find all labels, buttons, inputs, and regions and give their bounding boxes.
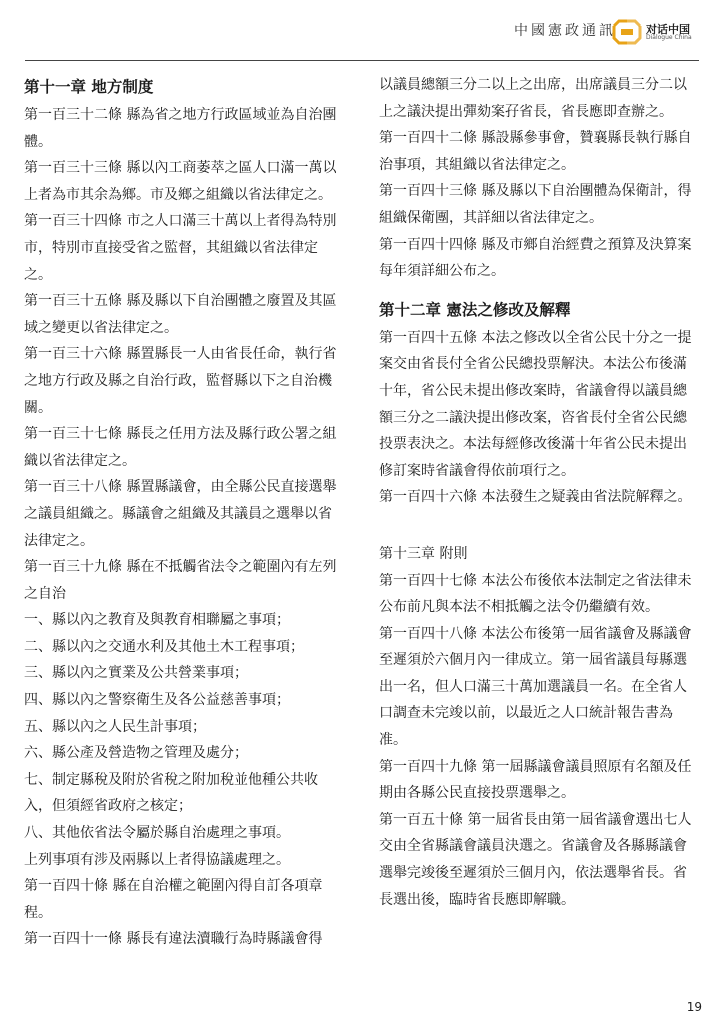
header-divider [25,60,699,61]
article-144: 第一百四十四條 縣及市鄉自治經費之預算及決算案每年須詳細公布之。 [379,236,692,280]
article-132: 第一百三十二條 縣為省之地方行政區域並為自治團體。 [24,107,337,150]
article-135: 第一百三十五條 縣及縣以下自治團體之廢置及其區域之變更以省法律定之。 [24,293,337,336]
article-139-item-8: 八、其他依省法令屬於縣自治處理之事項。 [24,825,290,842]
article-139-note: 上列事項有涉及兩縣以上者得協議處理之。 [24,851,290,868]
article-145: 第一百四十五條 本法之修改以全省公民十分之一提案交由省長付全省公民總投票解決。本法公布後滿十年，省公民未提出修改案時，省議會得以議員總額三分之二議決提出修改案，咨省長付全省公民總投票表決之。本法每經修改後滿十年省公民未提出修訂案時省議會得依前項行之。 [379,329,692,479]
chapter-11-title: 第十一章 地方制度 [24,78,154,96]
article-134: 第一百三十四條 市之人口滿三十萬以上者得為特別市，特別市直接受省之監督，其組織以省法律定之。 [24,213,337,283]
article-139-item-6: 六、縣公產及營造物之管理及處分； [24,745,248,762]
article-139-item-7: 七、制定縣稅及附於省稅之附加稅並他種公共收入，但須經省政府之核定； [24,771,318,815]
article-141: 第一百四十一條 縣長有違法瀆職行為時縣議會得 [24,931,323,948]
article-140: 第一百四十條 縣在自治權之範圍內得自訂各項章程。 [24,878,323,921]
article-139-item-3: 三、縣以內之實業及公共營業事項； [24,665,248,682]
dialogue-china-logo-icon [612,18,642,46]
article-146: 第一百四十六條 本法發生之疑義由省法院解釋之。 [379,489,692,506]
page-number: 19 [686,1000,702,1014]
chapter-12-title: 第十二章 憲法之修改及解釋 [379,300,571,319]
article-149: 第一百四十九條 第一屆縣議會議員照原有名額及任期由各縣公民直接投票選舉之。 [379,758,692,802]
section-spacer [379,511,697,541]
article-148: 第一百四十八條 本法公布後第一屆省議會及縣議會至遲須於六個月內一律成立。第一屆省議員每縣選出一名，但人口滿三十萬加選議員一名。在全省人口調查未完竣以前，以最近之人口統計報告書為准。 [379,625,692,749]
article-142: 第一百四十二條 縣設縣參事會，贊襄縣長執行縣自治事項，其組織以省法律定之。 [379,130,692,173]
article-141-continued: 以議員總額三分二以上之出席，出席議員三分二以上之議決提出彈劾案孖省長，省長應即查辦之。 [379,77,687,120]
article-139-item-4: 四、縣以內之警察衛生及各公益慈善事項； [24,692,290,709]
article-133: 第一百三十三條 縣以內工商萎萃之區人口滿一萬以上者為市其余為鄉。市及鄉之組織以省法律定之。 [24,160,337,203]
article-150: 第一百五十條 第一屆省長由第一屆省議會選出七人交由全省縣議會議員決選之。省議會及各縣縣議會選舉完竣後至遲須於三個月內，依法選舉省長。省長選出後，臨時省長應即解職。 [379,811,692,908]
article-139-item-5: 五、縣以內之人民生計事項； [24,718,206,735]
left-column [24,72,342,953]
page-header [0,0,724,62]
logo-chinese-text: 对话中国 [646,23,690,36]
article-147: 第一百四十七條 本法公布後依本法制定之省法律未公布前凡與本法不相抵觸之法令仍繼續有效。 [379,572,692,616]
article-139: 第一百三十九條 縣在不抵觸省法令之範圍內有左列之自治 [24,559,337,602]
article-139-item-2: 二、縣以內之交通水利及其他土木工程事項； [24,638,304,655]
logo-english-text: Dialogue China [646,34,692,41]
article-143: 第一百四十三條 縣及縣以下自治團體為保衛計，得組織保衛團，其詳細以省法律定之。 [379,183,692,226]
chapter-13-title: 第十三章 附則 [379,545,468,562]
right-column [379,72,697,913]
masthead-title: 中國憲政通訊 [514,23,616,39]
section-spacer [379,285,697,295]
dialogue-china-logo [612,18,694,46]
article-139-item-1: 一、縣以內之教育及與教育相聯屬之事項； [24,612,290,629]
article-136: 第一百三十六條 縣置縣長一人由省長任命，執行省之地方行政及縣之自治行政，監督縣以下之自治機關。 [24,346,337,416]
article-137: 第一百三十七條 縣長之任用方法及縣行政公署之組織以省法律定之。 [24,426,337,469]
article-138: 第一百三十八條 縣置縣議會，由全縣公民直接選舉之議員組織之。縣議會之組織及其議員之選舉以省法律定之。 [24,479,337,549]
